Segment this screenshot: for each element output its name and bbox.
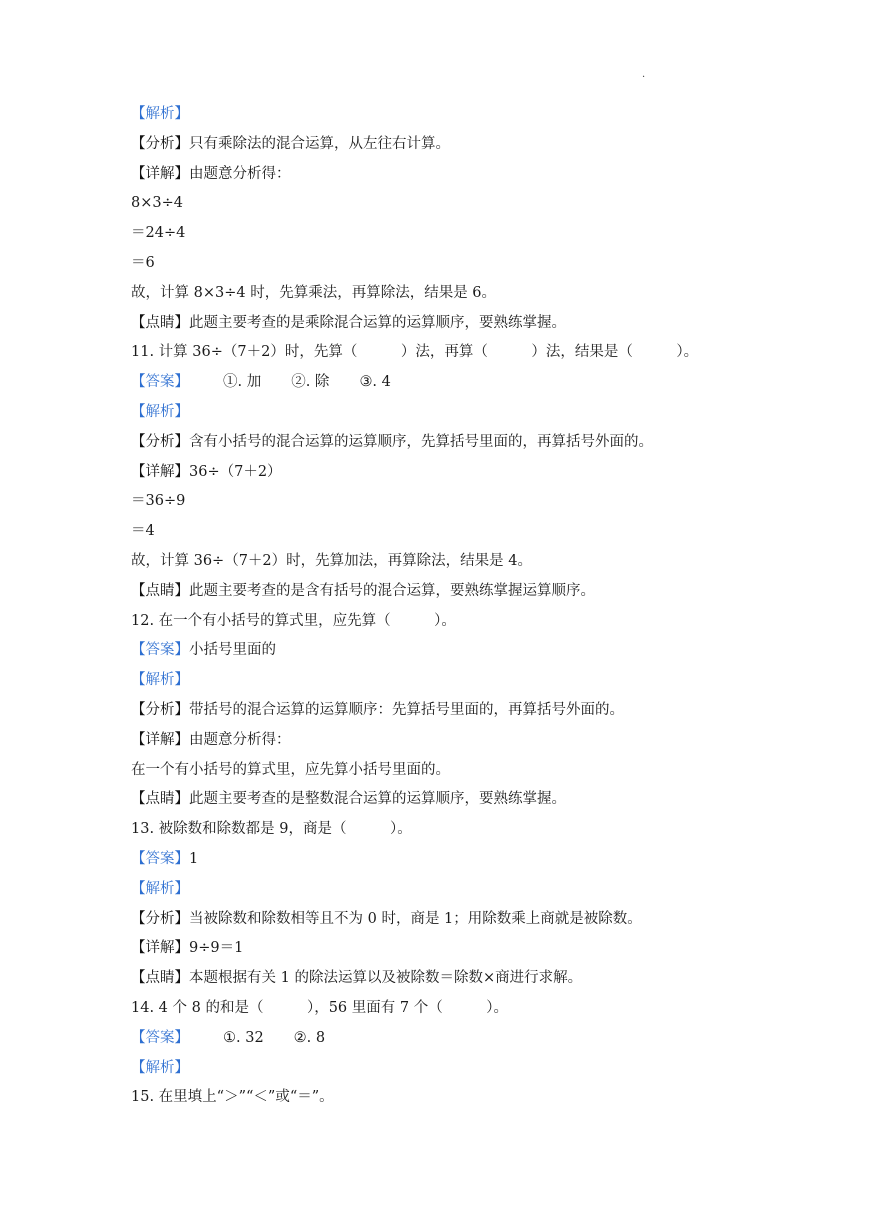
document-line — [131, 547, 771, 577]
section-tag: 【详解】 — [131, 165, 189, 182]
document-line — [131, 696, 771, 726]
document-line — [131, 577, 771, 607]
section-tag: 【解析】 — [131, 880, 189, 897]
line-text: 只有乘除法的混合运算，从左往右计算。 — [189, 135, 450, 152]
section-tag: 【解析】 — [131, 1059, 189, 1076]
document-line — [131, 428, 771, 458]
line-text: 此题主要考查的是含有括号的混合运算，要熟练掌握运算顺序。 — [189, 582, 595, 599]
line-text: 故，计算 8×3÷4 时，先算乘法，再算除法，结果是 6。 — [131, 284, 497, 301]
answer-option: ③. 4 — [359, 374, 391, 391]
section-tag: 【答案】 — [131, 642, 189, 659]
line-text: 14. 4 个 8 的和是（ ），56 里面有 7 个（ ）。 — [131, 999, 508, 1016]
line-text: 由题意分析得： — [189, 165, 291, 182]
document-line — [131, 636, 771, 666]
line-text: ＝24÷4 — [131, 225, 186, 242]
document-line — [131, 845, 771, 875]
corner-mark: · — [642, 72, 646, 83]
document-line — [131, 458, 771, 488]
section-tag: 【解析】 — [131, 403, 189, 420]
section-tag: 【详解】 — [131, 940, 189, 957]
line-text: 12. 在一个有小括号的算式里，应先算（ ）。 — [131, 612, 456, 629]
document-content — [131, 100, 771, 1113]
section-tag: 【点睛】 — [131, 970, 189, 987]
line-text: 11. 计算 36÷（7＋2）时，先算（ ）法，再算（ ）法，结果是（ ）。 — [131, 344, 699, 361]
line-text: 36÷（7＋2） — [189, 463, 282, 480]
line-text: ＝6 — [131, 254, 155, 271]
line-text: 小括号里面的 — [189, 642, 276, 659]
line-text: 此题主要考查的是整数混合运算的运算顺序，要熟练掌握。 — [189, 791, 566, 808]
line-text: 15. 在里填上“＞”“＜”或“＝”。 — [131, 1089, 334, 1106]
document-line — [131, 279, 771, 309]
answer-option: ①. 加 — [223, 374, 262, 391]
line-text: 此题主要考查的是乘除混合运算的运算顺序，要熟练掌握。 — [189, 314, 566, 331]
document-line — [131, 1054, 771, 1084]
document-line — [131, 100, 771, 130]
document-line — [131, 189, 771, 219]
document-line — [131, 487, 771, 517]
answer-option: ②. 8 — [293, 1029, 326, 1046]
document-line — [131, 160, 771, 190]
section-tag: 【分析】 — [131, 433, 189, 450]
line-text: 本题根据有关 1 的除法运算以及被除数＝除数×商进行求解。 — [189, 970, 583, 987]
document-line — [131, 905, 771, 935]
line-text: ＝4 — [131, 523, 155, 540]
line-text: 含有小括号的混合运算的运算顺序，先算括号里面的，再算括号外面的。 — [189, 433, 653, 450]
answer-option: ②. 除 — [291, 374, 330, 391]
document-line — [131, 398, 771, 428]
section-tag: 【点睛】 — [131, 791, 189, 808]
document-line — [131, 934, 771, 964]
line-text: 13. 被除数和除数都是 9，商是（ ）。 — [131, 821, 412, 838]
section-tag: 【答案】 — [131, 850, 189, 867]
document-line — [131, 219, 771, 249]
document-line — [131, 964, 771, 994]
section-tag: 【解析】 — [131, 106, 189, 122]
line-text: 9÷9＝1 — [189, 940, 244, 957]
document-line — [131, 815, 771, 845]
line-text: 8×3÷4 — [131, 195, 183, 212]
section-tag: 【详解】 — [131, 731, 189, 748]
document-line — [131, 994, 771, 1024]
section-tag: 【分析】 — [131, 701, 189, 718]
document-line — [131, 666, 771, 696]
document-line — [131, 338, 771, 368]
document-line — [131, 368, 771, 398]
section-tag: 【点睛】 — [131, 314, 189, 331]
document-line — [131, 130, 771, 160]
document-line — [131, 1024, 771, 1054]
line-text: 带括号的混合运算的运算顺序：先算括号里面的，再算括号外面的。 — [189, 701, 624, 718]
section-tag: 【分析】 — [131, 135, 189, 152]
answer-option: ①. 32 — [223, 1029, 264, 1046]
section-tag: 【解析】 — [131, 672, 189, 689]
section-tag: 【答案】 — [131, 1029, 189, 1046]
section-tag: 【分析】 — [131, 910, 189, 927]
line-text: 当被除数和除数相等且不为 0 时，商是 1；用除数乘上商就是被除数。 — [189, 910, 642, 927]
document-line — [131, 309, 771, 339]
document-line — [131, 607, 771, 637]
document-line — [131, 756, 771, 786]
line-text: ＝36÷9 — [131, 493, 186, 510]
document-line — [131, 875, 771, 905]
line-text: 1 — [189, 850, 199, 867]
line-text: 由题意分析得： — [189, 731, 291, 748]
section-tag: 【答案】 — [131, 374, 189, 391]
section-tag: 【详解】 — [131, 463, 189, 480]
document-line — [131, 517, 771, 547]
line-text: 在一个有小括号的算式里，应先算小括号里面的。 — [131, 761, 450, 778]
document-line — [131, 1083, 771, 1113]
document-line — [131, 249, 771, 279]
document-line — [131, 785, 771, 815]
section-tag: 【点睛】 — [131, 582, 189, 599]
document-line — [131, 726, 771, 756]
line-text: 故，计算 36÷（7＋2）时，先算加法，再算除法，结果是 4。 — [131, 552, 532, 569]
